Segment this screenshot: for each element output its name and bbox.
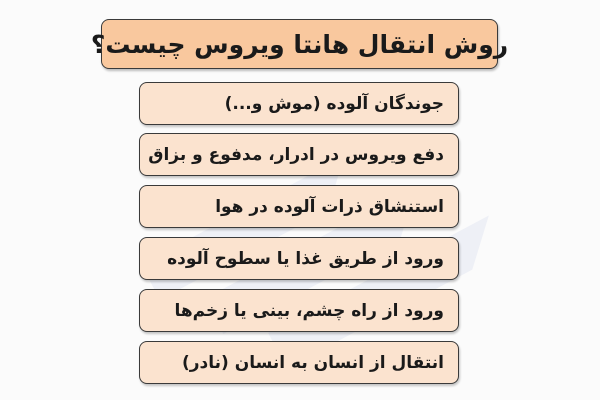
list-item — [139, 237, 459, 280]
list-item — [139, 185, 459, 228]
page-title — [90, 19, 509, 69]
list-item-label: استنشاق ذرات آلوده در هوا — [215, 196, 444, 217]
list-item — [139, 289, 459, 332]
list-item-label: ورود از طریق غذا یا سطوح آلوده — [167, 248, 444, 269]
page-title-text: روش انتقال هانتا ویروس چیست؟ — [90, 29, 509, 59]
list-item-label: جوندگان آلوده (موش و...) — [224, 93, 444, 114]
list-item-label: انتقال از انسان به انسان (نادر) — [181, 352, 444, 373]
list-item — [139, 341, 459, 384]
list-item — [139, 133, 459, 176]
list-item-label: ورود از راه چشم، بینی یا زخم‌ها — [174, 300, 444, 321]
list-item — [139, 82, 459, 125]
list-item-label: دفع ویروس در ادرار، مدفوع و بزاق — [148, 144, 444, 165]
